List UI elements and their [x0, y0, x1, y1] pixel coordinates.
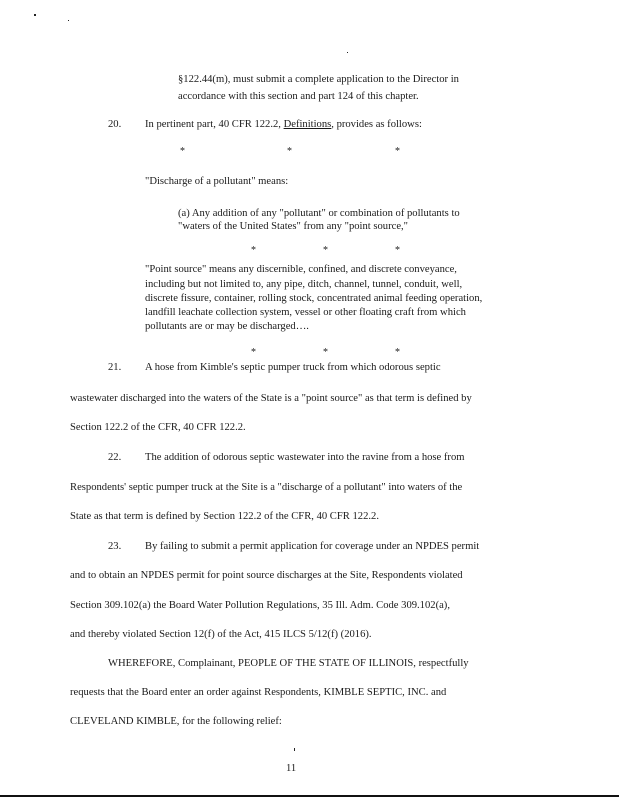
para-21-line-2: wastewater discharged into the waters of the State is a "point source" as that term is defined by [70, 393, 472, 404]
para-20-text [145, 118, 422, 132]
ellipsis-star: * [395, 245, 400, 256]
ellipsis-star: * [180, 146, 185, 157]
point-source-line-2: including but not limited to, any pipe, ditch, channel, tunnel, conduit, well, [145, 279, 463, 290]
ellipsis-star: * [287, 146, 292, 157]
para-22-line-1: The addition of odorous septic wastewater into the ravine from a hose from [145, 452, 465, 463]
para-21-number: 21. [108, 362, 122, 373]
ellipsis-star: * [395, 146, 400, 157]
para-23-line-1: By failing to submit a permit application for coverage under an NPDES permit [145, 541, 480, 552]
para-22-line-3: State as that term is defined by Section 122.2 of the CFR, 40 CFR 122.2. [70, 511, 379, 522]
ellipsis-star: * [251, 245, 256, 256]
page-number: 11 [286, 763, 297, 774]
para-23-number: 23. [108, 541, 122, 552]
para-21-line-3: Section 122.2 of the CFR, 40 CFR 122.2. [70, 422, 246, 433]
para-23-line-2: and to obtain an NPDES permit for point source discharges at the Site, Respondents violated [70, 570, 463, 581]
para-20-text-after: , provides as follows: [331, 119, 422, 130]
para-20-text-before: In pertinent part, 40 CFR 122.2, [145, 119, 284, 130]
scan-speck [347, 52, 348, 53]
ellipsis-star: * [395, 347, 400, 358]
para-21-line-1: A hose from Kimble's septic pumper truck from which odorous septic [145, 362, 441, 373]
scan-speck [68, 20, 69, 21]
scan-speck [294, 748, 295, 751]
wherefore-line-1: WHEREFORE, Complainant, PEOPLE OF THE STATE OF ILLINOIS, respectfully [108, 658, 469, 669]
quote-intro-line-1: §122.44(m), must submit a complete application to the Director in [178, 74, 459, 85]
wherefore-line-2: requests that the Board enter an order against Respondents, KIMBLE SEPTIC, INC. and [70, 687, 447, 698]
ellipsis-star: * [251, 347, 256, 358]
discharge-def-line-2: "waters of the United States" from any "point source," [178, 221, 409, 232]
point-source-line-5: pollutants are or may be discharged…. [145, 321, 309, 332]
quote-intro-line-2: accordance with this section and part 124 of this chapter. [178, 91, 419, 102]
para-20-number: 20. [108, 119, 122, 130]
para-23-line-4: and thereby violated Section 12(f) of the Act, 415 ILCS 5/12(f) (2016). [70, 629, 372, 640]
point-source-line-3: discrete fissure, container, rolling stock, concentrated animal feeding operation, [145, 293, 483, 304]
para-23-line-3: Section 309.102(a) the Board Water Pollution Regulations, 35 Ill. Adm. Code 309.102(a), [70, 600, 450, 611]
bottom-edge-line [0, 795, 619, 797]
wherefore-line-3: CLEVELAND KIMBLE, for the following relief: [70, 716, 282, 727]
discharge-heading: "Discharge of a pollutant" means: [145, 176, 289, 187]
definitions-underlined: Definitions [283, 119, 332, 130]
ellipsis-star: * [323, 245, 328, 256]
scan-speck [34, 14, 36, 16]
point-source-line-4: landfill leachate collection system, vessel or other floating craft from which [145, 307, 466, 318]
ellipsis-star: * [323, 347, 328, 358]
para-22-number: 22. [108, 452, 122, 463]
discharge-def-line-1: (a) Any addition of any "pollutant" or combination of pollutants to [178, 208, 460, 219]
para-22-line-2: Respondents' septic pumper truck at the Site is a "discharge of a pollutant" into waters of the [70, 482, 463, 493]
point-source-line-1: "Point source" means any discernible, confined, and discrete conveyance, [145, 264, 457, 275]
